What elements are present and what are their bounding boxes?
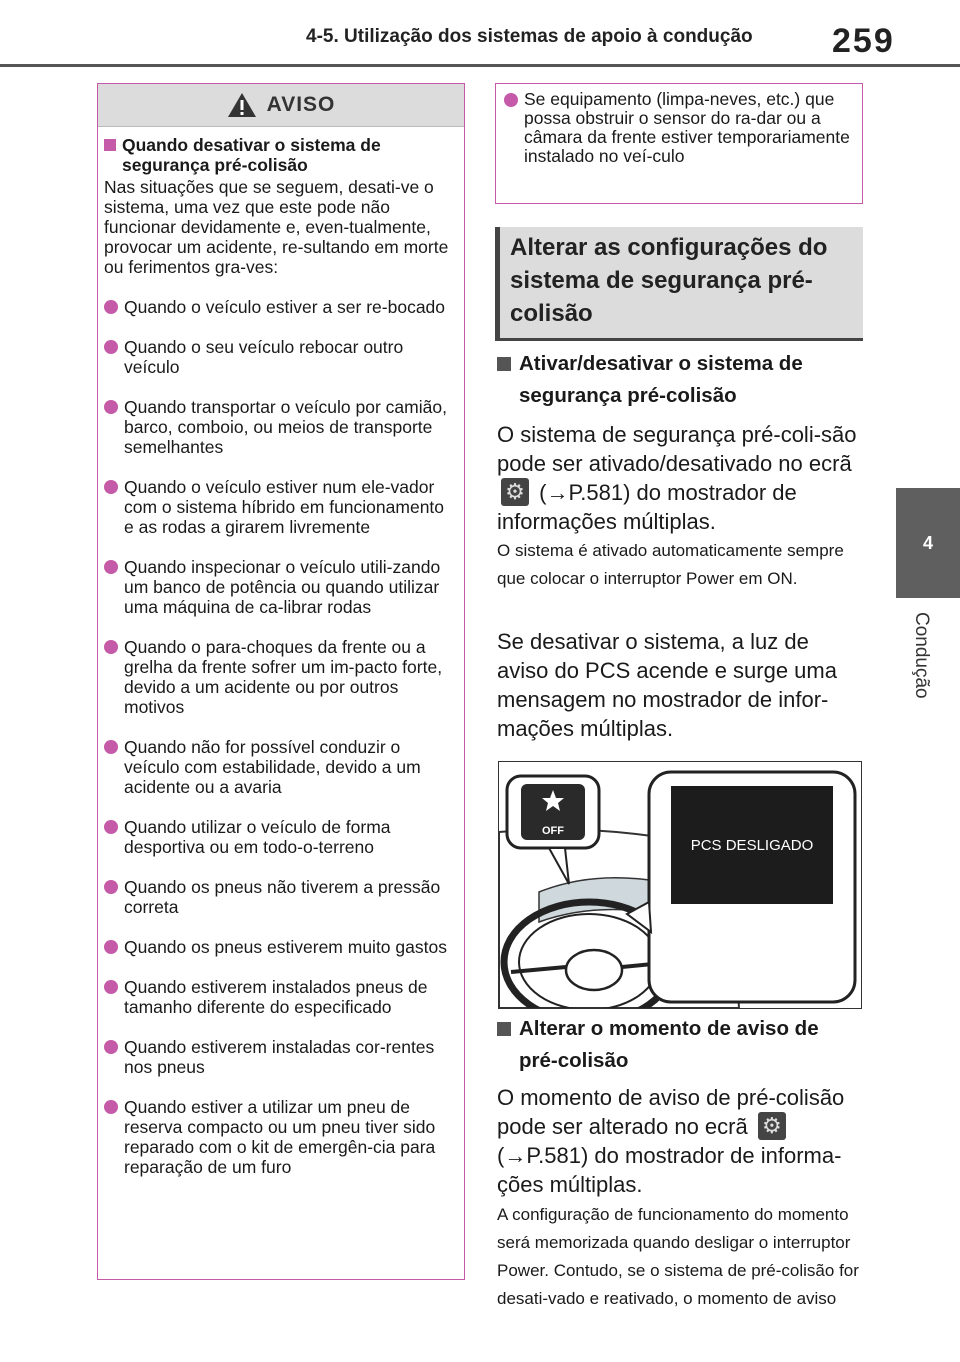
warning-box [97,83,465,1280]
list-item [104,877,458,917]
page-number: 259 [832,22,895,60]
steering-wheel-illustration [499,762,861,1008]
list-item-text: Quando os pneus estiverem muito gastos [124,937,447,957]
square-bullet-icon [497,357,511,371]
list-item [104,397,458,457]
list-item-text: Quando estiver a utilizar um pneu de reserva compacto ou um pneu tiver sido reparado com o kit de emergên-cia para reparação de um furo [124,1097,436,1177]
list-item [104,1037,458,1077]
list-item-text: Quando o seu veículo rebocar outro veículo [124,337,404,377]
bullet-dot-icon [504,93,518,107]
bullet-dot-icon [104,940,118,954]
bullet-dot-icon [104,400,118,414]
warning-triangle-icon [227,92,257,118]
bullet-dot-icon [104,980,118,994]
dashboard-illustration [498,761,862,1009]
list-item-text: Quando inspecionar o veículo utili-zando um banco de potência ou quando utilizar uma máquina de ca-librar rodas [124,557,441,617]
chapter-label: Condução [911,612,932,699]
bullet-dot-icon [104,300,118,314]
list-item-text: Quando estiverem instaladas cor-rentes nos pneus [124,1037,435,1077]
paragraph-2: Se desativar o sistema, a luz de aviso do PCS acende e surge uma mensagem no mostrador de infor-mações múltiplas. [497,629,837,741]
subsection-title-text: Ativar/desativar o sistema de segurança pré-colisão [519,352,803,407]
paragraph-text-b: (→P.581) do mostrador de informações múltiplas. [497,480,797,534]
chapter-tab[interactable] [896,488,960,598]
warning-intro: Nas situações que se seguem, desati-ve o sistema, uma vez que este pode não funcionar devidamente e, even-tualmente, provocar um acidente, re-sultando em morte ou ferimentos gra-ves: [104,177,449,277]
list-item [104,1097,458,1177]
header-rule [0,64,960,67]
paragraph-3 [497,1083,863,1199]
note-paragraph-2: A configuração de funcionamento do momento será memorizada quando desligar o interruptor Power. Contudo, se o sistema de pré-colisão for desati-vado e reativado, o momento de aviso [497,1205,859,1308]
bullet-dot-icon [104,880,118,894]
gear-icon [501,478,529,506]
bullet-dot-icon [104,1100,118,1114]
list-item [104,477,458,537]
list-item-text: Quando o para-choques da frente ou a grelha da frente sofrer um im-pacto forte, devido a um acidente ou por outros motivos [124,637,443,717]
list-item-text: Quando transportar o veículo por camião, barco, comboio, ou meios de transporte semelhantes [124,397,447,457]
list-item [504,90,854,166]
section-title: Alterar as configurações do sistema de segurança pré-colisão [495,227,863,341]
gear-icon [758,1112,786,1140]
warning-continued-box [495,83,863,204]
warning-heading [104,135,458,175]
warning-title: AVISO [266,93,336,116]
display-message: PCS DESLIGADO [690,837,814,854]
list-item-text: Se equipamento (limpa-neves, etc.) que possa obstruir o sensor do ra-dar ou a câmara da frente estiver temporariamente instalado no veí-culo [524,89,850,166]
warning-heading-text: Quando desativar o sistema de segurança pré-colisão [122,135,381,175]
list-item-text: Quando não for possível conduzir o veículo com estabilidade, devido a um acidente ou a avaria [124,737,421,797]
bullet-dot-icon [104,640,118,654]
chapter-number: 4 [922,532,933,553]
list-item [104,337,458,377]
list-item-text: Quando o veículo estiver num ele-vador com o sistema híbrido em funcionamento e as rodas a girarem livremente [124,477,445,537]
square-bullet-icon [104,139,116,151]
paragraph-text-b: (→P.581) do mostrador de informa-ções múltiplas. [497,1143,842,1197]
subsection-title-text: Alterar o momento de aviso de pré-colisão [519,1017,819,1072]
list-item [104,637,458,717]
paragraph [497,420,863,536]
bullet-dot-icon [104,740,118,754]
list-item [104,737,458,797]
running-header: 4-5. Utilização dos sistemas de apoio à condução [306,26,753,47]
list-item-text: Quando os pneus não tiverem a pressão correta [124,877,441,917]
list-item [104,937,458,957]
list-item [104,557,458,617]
list-item [104,297,458,317]
square-bullet-icon [497,1022,511,1036]
bullet-dot-icon [104,560,118,574]
warning-header [98,84,464,127]
bullet-dot-icon [104,1040,118,1054]
bullet-dot-icon [104,340,118,354]
bullet-dot-icon [104,820,118,834]
list-item [104,817,458,857]
note-paragraph: O sistema é ativado automaticamente sempre que colocar o interruptor Power em ON. [497,541,844,588]
list-item-text: Quando o veículo estiver a ser re-bocado [124,297,446,317]
list-item-text: Quando utilizar o veículo de forma desportiva ou em todo-o-terreno [124,817,391,857]
paragraph-text-a: O sistema de segurança pré-coli-são pode ser ativado/desativado no ecrã [497,422,857,476]
list-item [104,977,458,1017]
off-label: OFF [542,825,564,837]
subsection-title-2 [497,1013,863,1077]
bullet-dot-icon [104,480,118,494]
paragraph-text-a: O momento de aviso de pré-colisão pode ser alterado no ecrã [497,1085,845,1139]
subsection-title-1 [497,348,863,412]
list-item-text: Quando estiverem instalados pneus de tamanho diferente do especificado [124,977,428,1017]
